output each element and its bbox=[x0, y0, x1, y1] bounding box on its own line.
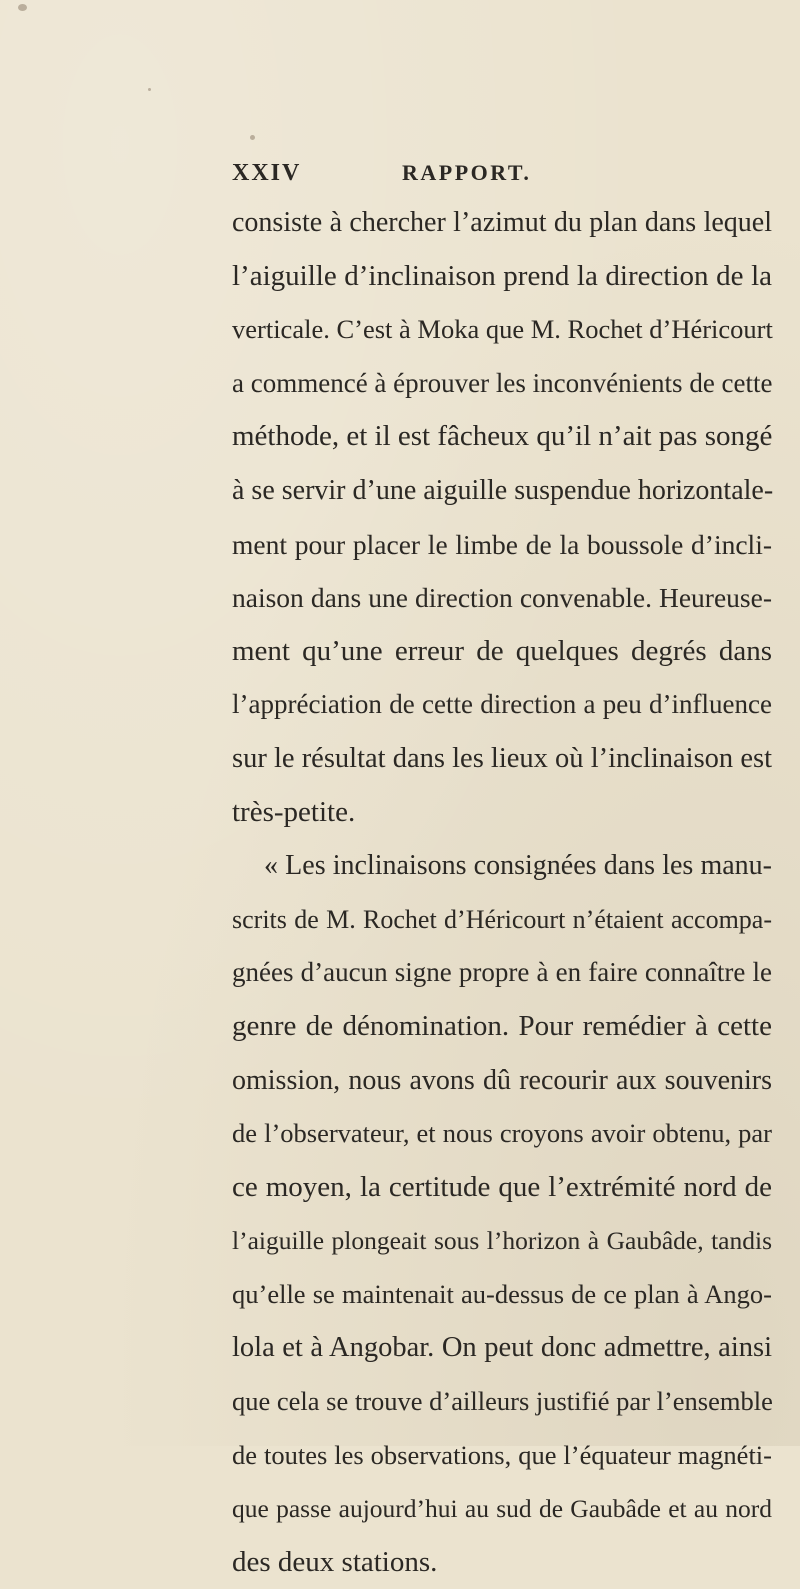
paper-speck bbox=[18, 4, 27, 11]
text-line: des deux stations. bbox=[232, 1545, 438, 1578]
paper-speck bbox=[148, 88, 151, 91]
running-title: RAPPORT. bbox=[402, 160, 532, 185]
text-line: l’appréciation de cette direction a peu d’influence bbox=[232, 689, 772, 720]
text-line: ment qu’une erreur de quelques degrés dans bbox=[232, 634, 772, 667]
paper-speck bbox=[250, 135, 255, 140]
body-text bbox=[232, 196, 772, 1589]
text-line: lola et à Angobar. On peut donc admettre, ainsi bbox=[232, 1332, 772, 1364]
text-line: qu’elle se maintenait au-dessus de ce plan à Ango- bbox=[232, 1278, 772, 1309]
text-line: a commencé à éprouver les inconvénients de cette bbox=[232, 367, 773, 398]
text-line: méthode, et il est fâcheux qu’il n’ait pas songé bbox=[232, 420, 773, 453]
text-line: ment pour placer le limbe de la boussole d’incli- bbox=[232, 528, 772, 560]
text-line: consiste à chercher l’azimut du plan dans lequel bbox=[232, 207, 772, 238]
page-number: XXIV bbox=[232, 160, 302, 186]
text-line: très-petite. bbox=[232, 795, 356, 828]
text-line: que passe aujourd’hui au sud de Gaubâde et au nord bbox=[232, 1494, 772, 1524]
text-line: sur le résultat dans les lieux où l’inclinaison est bbox=[232, 742, 772, 774]
text-line: gnées d’aucun signe propre à en faire connaître le bbox=[232, 957, 772, 988]
text-line: omission, nous avons dû recourir aux souvenirs bbox=[232, 1064, 772, 1096]
text-line: genre de dénomination. Pour remédier à cette bbox=[232, 1009, 772, 1042]
text-line: de l’observateur, et nous croyons avoir obtenu, par bbox=[232, 1118, 772, 1149]
text-line: ce moyen, la certitude que l’extrémité nord de bbox=[232, 1170, 772, 1203]
text-line: de toutes les observations, que l’équateur magnéti- bbox=[232, 1439, 772, 1470]
text-line: naison dans une direction convenable. Heureuse- bbox=[232, 582, 772, 614]
text-line: à se servir d’une aiguille suspendue horizontale- bbox=[232, 474, 774, 506]
text-line: que cela se trouve d’ailleurs justifié par l’ensemble bbox=[232, 1386, 773, 1417]
running-head bbox=[232, 160, 772, 188]
text-line: l’aiguille plongeait sous l’horizon à Gaubâde, tandis bbox=[232, 1226, 772, 1256]
text-line: verticale. C’est à Moka que M. Rochet d’Héricourt bbox=[232, 314, 773, 345]
text-line: l’aiguille d’inclinaison prend la direction de la bbox=[232, 259, 772, 292]
text-line: scrits de M. Rochet d’Héricourt n’étaient accompa- bbox=[232, 904, 772, 934]
text-line: « Les inclinaisons consignées dans les manu- bbox=[264, 850, 772, 882]
